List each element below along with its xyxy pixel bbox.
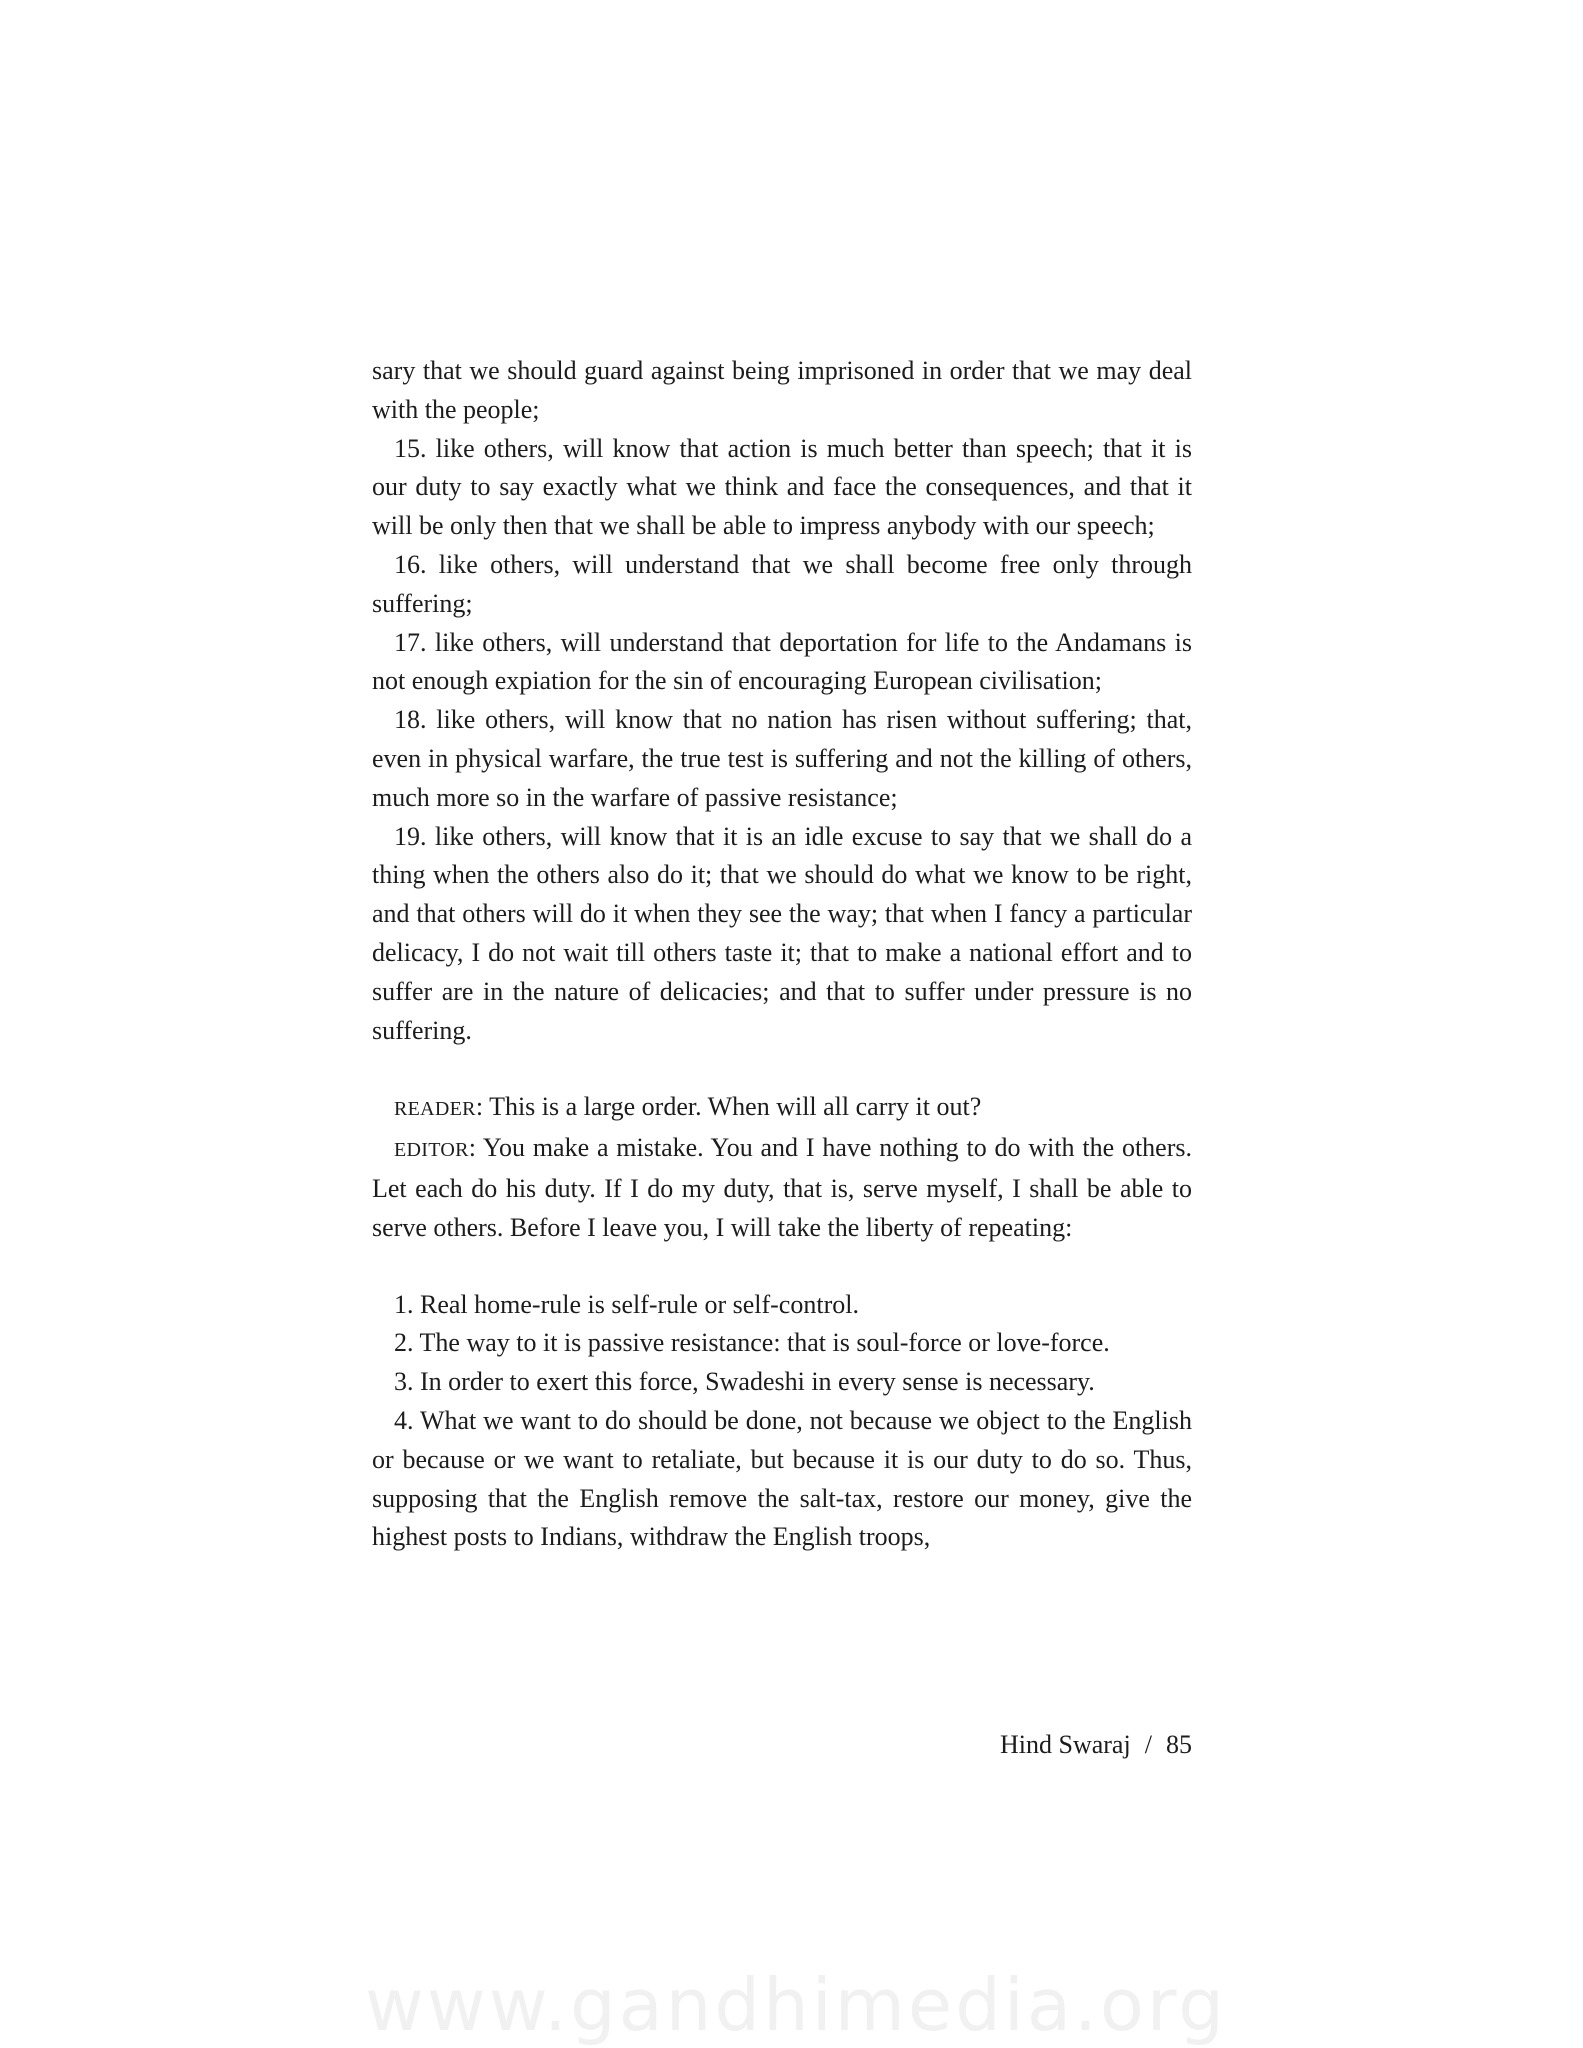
footer-separator: /: [1144, 1730, 1152, 1759]
dialogue-reader: [372, 1088, 1192, 1129]
numbered-item-18: 18. like others, will know that no nation has risen without suffering; that, even in physical warfare, the true test is suffering and not the killing of others, much more so in the warfare of passive resistance;: [372, 705, 1192, 812]
continuation-paragraph: sary that we should guard against being imprisoned in order that we may deal with the people;: [372, 356, 1192, 424]
section-gap: [372, 1050, 1192, 1088]
watermark-text: www.gandhimedia.org: [365, 1963, 1227, 2047]
running-footer: [1000, 1726, 1192, 1764]
dialogue-editor: [372, 1129, 1192, 1247]
speaker-editor: EDITOR: [394, 1139, 469, 1162]
summary-point-1: 1. Real home-rule is self-rule or self-control.: [394, 1289, 859, 1319]
footer-book-title: Hind Swaraj: [1000, 1730, 1131, 1759]
page-number: 85: [1165, 1730, 1192, 1759]
speaker-reader: READER: [394, 1098, 476, 1121]
reader-line: : This is a large order. When will all carry it out?: [475, 1092, 982, 1122]
section-gap: [372, 1248, 1192, 1286]
numbered-item-19: 19. like others, will know that it is an idle excuse to say that we shall do a thing when the others also do it; that we should do what we know to be right, and that others will do it when they see the way; that when I fancy a particular delicacy, I do not wait till others taste it; that to make a national effort and to suffer are in the nature of delicacies; and that to suffer under pressure is no suffering.: [372, 821, 1192, 1045]
numbered-item-15: 15. like others, will know that action is much better than speech; that it is our duty to say exactly what we think and face the consequences, and that it will be only then that we shall be able to impress anybody with our speech;: [372, 433, 1192, 541]
body-text: [372, 352, 1192, 1557]
numbered-item-16: 16. like others, will understand that we shall become free only through suffering;: [372, 549, 1192, 618]
summary-point-2: 2. The way to it is passive resistance: that is soul-force or love-force.: [394, 1328, 1110, 1358]
editor-line: : You make a mistake. You and I have nothing to do with the others. Let each do his duty. If I do my duty, that is, serve myself, I shall be able to serve others. Before I leave you, I will take the liberty of repeating:: [372, 1133, 1192, 1242]
summary-point-3: 3. In order to exert this force, Swadeshi in every sense is necessary.: [394, 1367, 1095, 1397]
summary-point-4: 4. What we want to do should be done, not because we object to the English or because or we want to retaliate, but because it is our duty to do so. Thus, supposing that the English remove the salt-tax, restore our money, give the highest posts to Indians, withdraw the English troops,: [372, 1405, 1192, 1552]
numbered-item-17: 17. like others, will understand that deportation for life to the Andamans is not enough expiation for the sin of encouraging European civilisation;: [372, 627, 1192, 696]
